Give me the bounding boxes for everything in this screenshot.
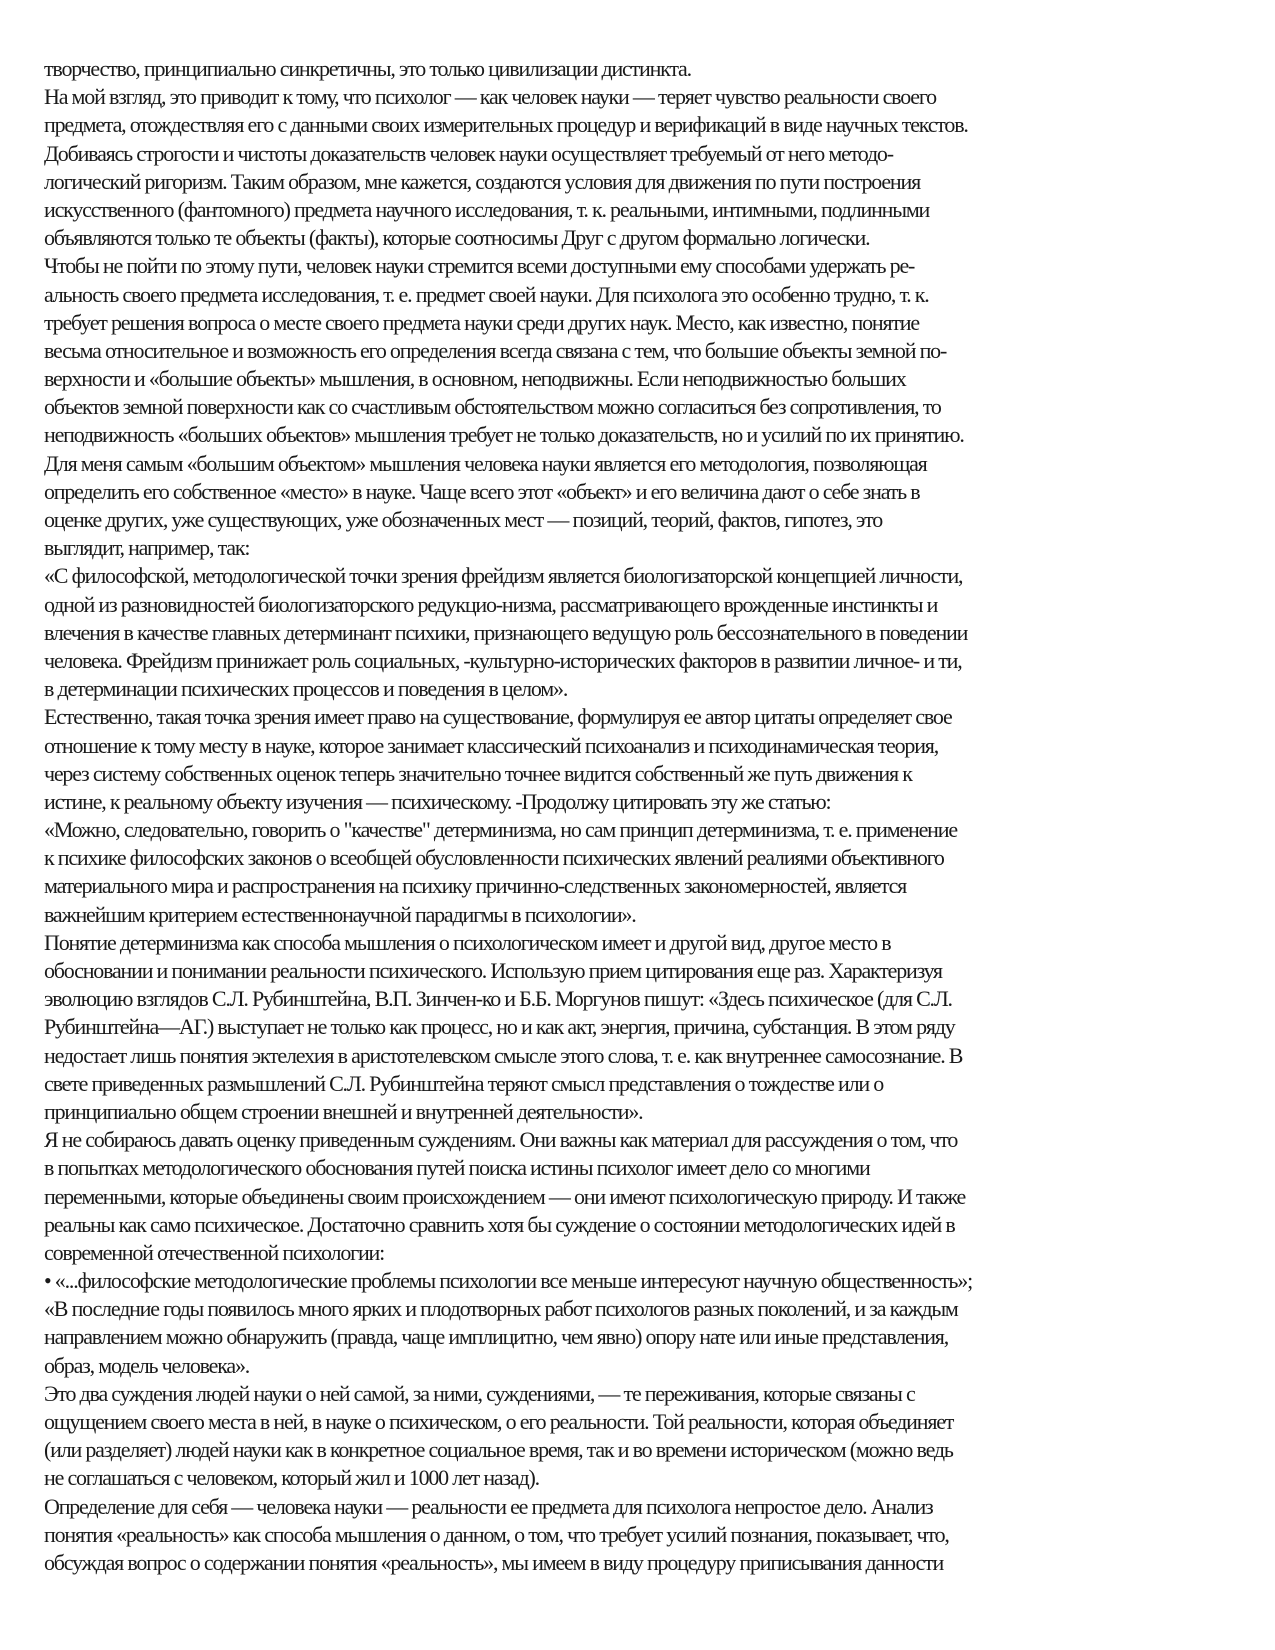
text-line: свете приведенных размышлений С.Л. Рубинштейна теряют смысл представления о тождестве или о (44, 1070, 884, 1096)
text-line: объектов земной поверхности как со счастливым обстоятельством можно согласиться без сопротивления, то (44, 394, 941, 420)
text-line: объявляются только те объекты (факты), которые соотносимы Друг с другом формально логически. (44, 225, 870, 251)
text-line: отношение к тому месту в науке, которое занимает классический психоанализ и психодинамическая теория, (44, 732, 939, 758)
text-line: альность своего предмета исследования, т. е. предмет своей науки. Для психолога это особенно трудно, т. к. (44, 281, 929, 307)
text-line: Естественно, такая точка зрения имеет право на существование, формулируя ее автор цитаты определяет свое (44, 704, 952, 730)
text-line: истине, к реальному объекту изучения — психическому. -Продолжу цитировать эту же статью: (44, 788, 831, 814)
text-line: оценке других, уже существующих, уже обозначенных мест — позиций, теорий, фактов, гипотез, это (44, 507, 883, 532)
document-body (44, 55, 1244, 1577)
text-line: современной отечественной психологии: (44, 1239, 385, 1265)
text-line: материального мира и распространения на психику причинно-следственных закономерностей, является (44, 873, 907, 899)
text-line: Определение для себя — человека науки — реальности ее предмета для психолога непростое дело. Анализ (44, 1493, 933, 1519)
text-line: Я не собираюсь давать оценку приведенным суждениям. Они важны как материал для рассуждения о том, что (44, 1127, 958, 1153)
text-line: предмета, отождествляя его с данными своих измерительных процедур и верификаций в виде научных текстов. (44, 112, 968, 138)
text-line: На мой взгляд, это приводит к тому, что психолог — как человек науки — теряет чувство реальности своего (44, 84, 936, 110)
text-line: в попытках методологического обоснования путей поиска истины психолог имеет дело со многими (44, 1155, 870, 1181)
text-line: недостает лишь понятия эктелехия в аристотелевском смысле этого слова, т. е. как внутреннее самосознание. В (44, 1042, 963, 1068)
text-line: выглядит, например, так: (44, 535, 250, 561)
text-line: понятия «реальность» как способа мышления о данном, о том, что требует усилий познания, показывает, что, (44, 1521, 949, 1547)
text-line: реальны как само психическое. Достаточно сравнить хотя бы суждение о состоянии методологических идей в (44, 1211, 955, 1237)
text-line: Чтобы не пойти по этому пути, человек науки стремится всеми доступными ему способами удержать ре- (44, 253, 915, 279)
text-line: эволюцию взглядов С.Л. Рубинштейна, В.П. Зинчен-ко и Б.Б. Моргунов пишут: «Здесь психическое (для С.Л. (44, 986, 952, 1012)
text-line: определить его собственное «место» в науке. Чаще всего этот «объект» и его величина дают о себе знать в (44, 478, 920, 504)
text-line: Добиваясь строгости и чистоты доказательств человек науки осуществляет требуемый от него методо- (44, 140, 893, 166)
text-line: «Можно, следовательно, говорить о "качестве" детерминизма, но сам принцип детерминизма, т. е. применение (44, 817, 957, 843)
text-line: (или разделяет) людей науки как в конкретное социальное время, так и во времени историческом (можно ведь (44, 1437, 953, 1463)
text-line: неподвижность «больших объектов» мышления требует не только доказательств, но и усилий по их принятию. (44, 422, 964, 448)
text-line: весьма относительное и возможность его определения всегда связана с тем, что большие объекты земной по- (44, 337, 947, 363)
text-line: к психике философских законов о всеобщей обусловленности психических явлений реалиями объективного (44, 845, 944, 871)
text-line: важнейшим критерием естественнонаучной парадигмы в психологии». (44, 901, 636, 927)
text-line: переменными, которые объединены своим происхождением — они имеют психологическую природу. И также (44, 1183, 966, 1209)
text-line: в детерминации психических процессов и поведения в целом». (44, 676, 568, 702)
text-line: обсуждая вопрос о содержании понятия «реальность», мы имеем в виду процедуру приписывания данности (44, 1549, 944, 1575)
text-line: образ, модель человека». (44, 1352, 250, 1378)
document-page (44, 55, 1244, 1577)
text-line: ощущением своего места в ней, в науке о психическом, о его реальности. Той реальности, которая объединяет (44, 1409, 954, 1434)
text-line: Для меня самым «большим объектом» мышления человека науки является его методология, позволяющая (44, 450, 927, 476)
text-line: • «...философские методологические проблемы психологии все меньше интересуют научную общественность»; (44, 1268, 972, 1294)
text-line: верхности и «большие объекты» мышления, в основном, неподвижны. Если неподвижностью больших (44, 366, 906, 392)
text-line: искусственного (фантомного) предмета научного исследования, т. к. реальными, интимными, подлинными (44, 196, 930, 222)
text-line: через систему собственных оценок теперь значительно точнее видится собственный же путь движения к (44, 760, 912, 786)
text-line: влечения в качестве главных детерминант психики, признающего ведущую роль бессознательного в поведении (44, 619, 968, 645)
text-line: творчество, принципиально синкретичны, это только цивилизации дистинкта. (44, 56, 691, 81)
text-line: требует решения вопроса о месте своего предмета науки среди других наук. Место, как известно, понятие (44, 309, 919, 335)
text-line: «В последние годы появилось много ярких и плодотворных работ психологов разных поколений, и за каждым (44, 1296, 958, 1322)
text-line: принципиально общем строении внешней и внутренней деятельности». (44, 1098, 643, 1124)
text-line: человека. Фрейдизм принижает роль социальных, -культурно-исторических факторов в развитии личное- и ти, (44, 647, 962, 673)
text-line: направлением можно обнаружить (правда, чаще имплицитно, чем явно) опору нате или иные представления, (44, 1324, 948, 1350)
text-line: обосновании и понимании реальности психического. Использую прием цитирования еще раз. Характеризуя (44, 958, 942, 983)
text-line: логический ригоризм. Таким образом, мне кажется, создаются условия для движения по пути построения (44, 168, 920, 194)
text-line: Рубинштейна—АГ.) выступает не только как процесс, но и как акт, энергия, причина, субстанция. В этом ряду (44, 1014, 955, 1040)
text-line: Понятие детерминизма как способа мышления о психологическом имеет и другой вид, другое место в (44, 929, 891, 955)
text-line: Это два суждения людей науки о ней самой, за ними, суждениями, — те переживания, которые связаны с (44, 1380, 915, 1406)
text-line: одной из разновидностей биологизаторского редукцио-низма, рассматривающего врожденные инстинкты и (44, 591, 938, 617)
text-line: «С философской, методологической точки зрения фрейдизм является биологизаторской концепцией личности, (44, 563, 963, 589)
text-line: не соглашаться с человеком, который жил и 1000 лет назад). (44, 1465, 539, 1491)
